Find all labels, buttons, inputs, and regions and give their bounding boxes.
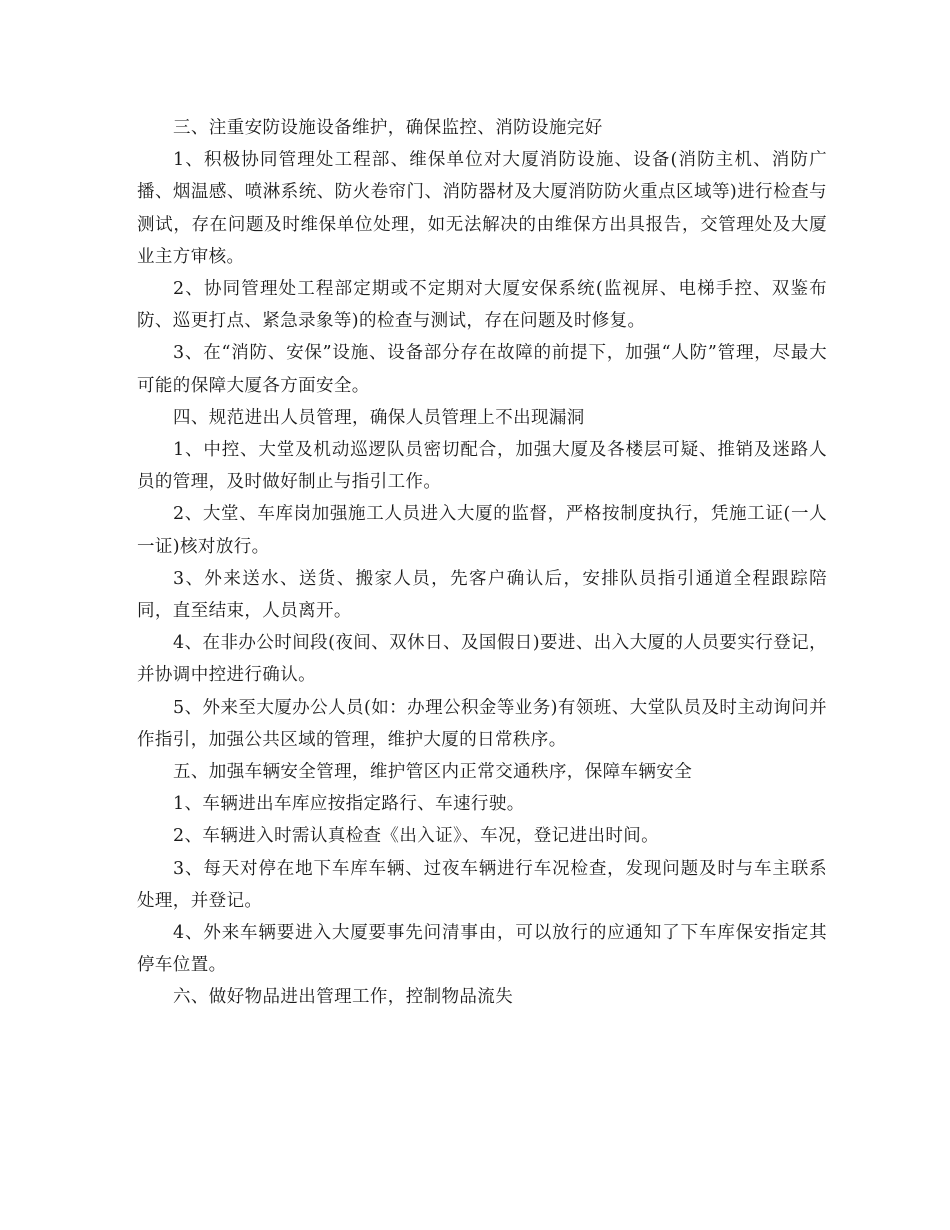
section-heading-4: 四、规范进出人员管理，确保人员管理上不出现漏洞 <box>173 407 585 428</box>
paragraph-delivery-personnel: 3、外来送水、送货、搬家人员，先客户确认后，安排队员指引通道全程跟踪陪同，直至结束，人员离开。 <box>137 568 827 622</box>
paragraph-visitors: 5、外来至大厦办公人员(如：办理公积金等业务)有领班、大堂队员及时主动询问并作指引，加强公共区域的管理，维护大厦的日常秩序。 <box>137 697 827 750</box>
section-heading-3: 三、注重安防设施设备维护，确保监控、消防设施完好 <box>173 118 603 138</box>
paragraph-daily-inspection: 3、每天对停在地下车库车辆、过夜车辆进行车况检查，发现问题及时与车主联系处理，并登记。 <box>137 858 827 911</box>
paragraph-fire-facilities: 1、积极协同管理处工程部、维保单位对大厦消防设施、设备(消防主机、消防广播、烟温感、喷淋系统、防火卷帘门、消防器材及大厦消防防火重点区域等)进行检查与测试，存在问题及时维保单位处理，如无法解决的由维保方出具报告，交管理处及大厦业主方审核。 <box>137 150 827 267</box>
paragraph-after-hours: 4、在非办公时间段(夜间、双休日、及国假日)要进、出入大厦的人员要实行登记，并协调中控进行确认。 <box>137 633 827 686</box>
paragraph-vehicle-check: 2、车辆进入时需认真检查《出入证》、车况，登记进出时间。 <box>173 826 660 847</box>
paragraph-construction-workers: 2、大堂、车库岗加强施工人员进入大厦的监督，严格按制度执行，凭施工证(一人一证)核对放行。 <box>137 504 827 557</box>
paragraph-human-defense: 3、在“消防、安保”设施、设备部分存在故障的前提下，加强“人防”管理，尽最大可能的保障大厦各方面安全。 <box>137 343 827 396</box>
section-heading-6: 六、做好物品进出管理工作，控制物品流失 <box>173 987 514 1008</box>
paragraph-patrol-cooperation: 1、中控、大堂及机动巡逻队员密切配合，加强大厦及各楼层可疑、推销及迷路人员的管理，及时做好制止与指引工作。 <box>137 440 827 493</box>
paragraph-vehicle-route: 1、车辆进出车库应按指定路行、车速行驶。 <box>173 794 525 815</box>
section-heading-5: 五、加强车辆安全管理，维护管区内正常交通秩序，保障车辆安全 <box>173 762 693 783</box>
document-body <box>137 112 827 1014</box>
paragraph-outside-vehicles: 4、外来车辆要进入大厦要事先问清事由，可以放行的应通知了下车库保安指定其停车位置。 <box>137 923 827 976</box>
paragraph-security-system: 2、协同管理处工程部定期或不定期对大厦安保系统(监视屏、电梯手控、双鉴布防、巡更打点、紧急录象等)的检查与测试，存在问题及时修复。 <box>137 279 827 332</box>
